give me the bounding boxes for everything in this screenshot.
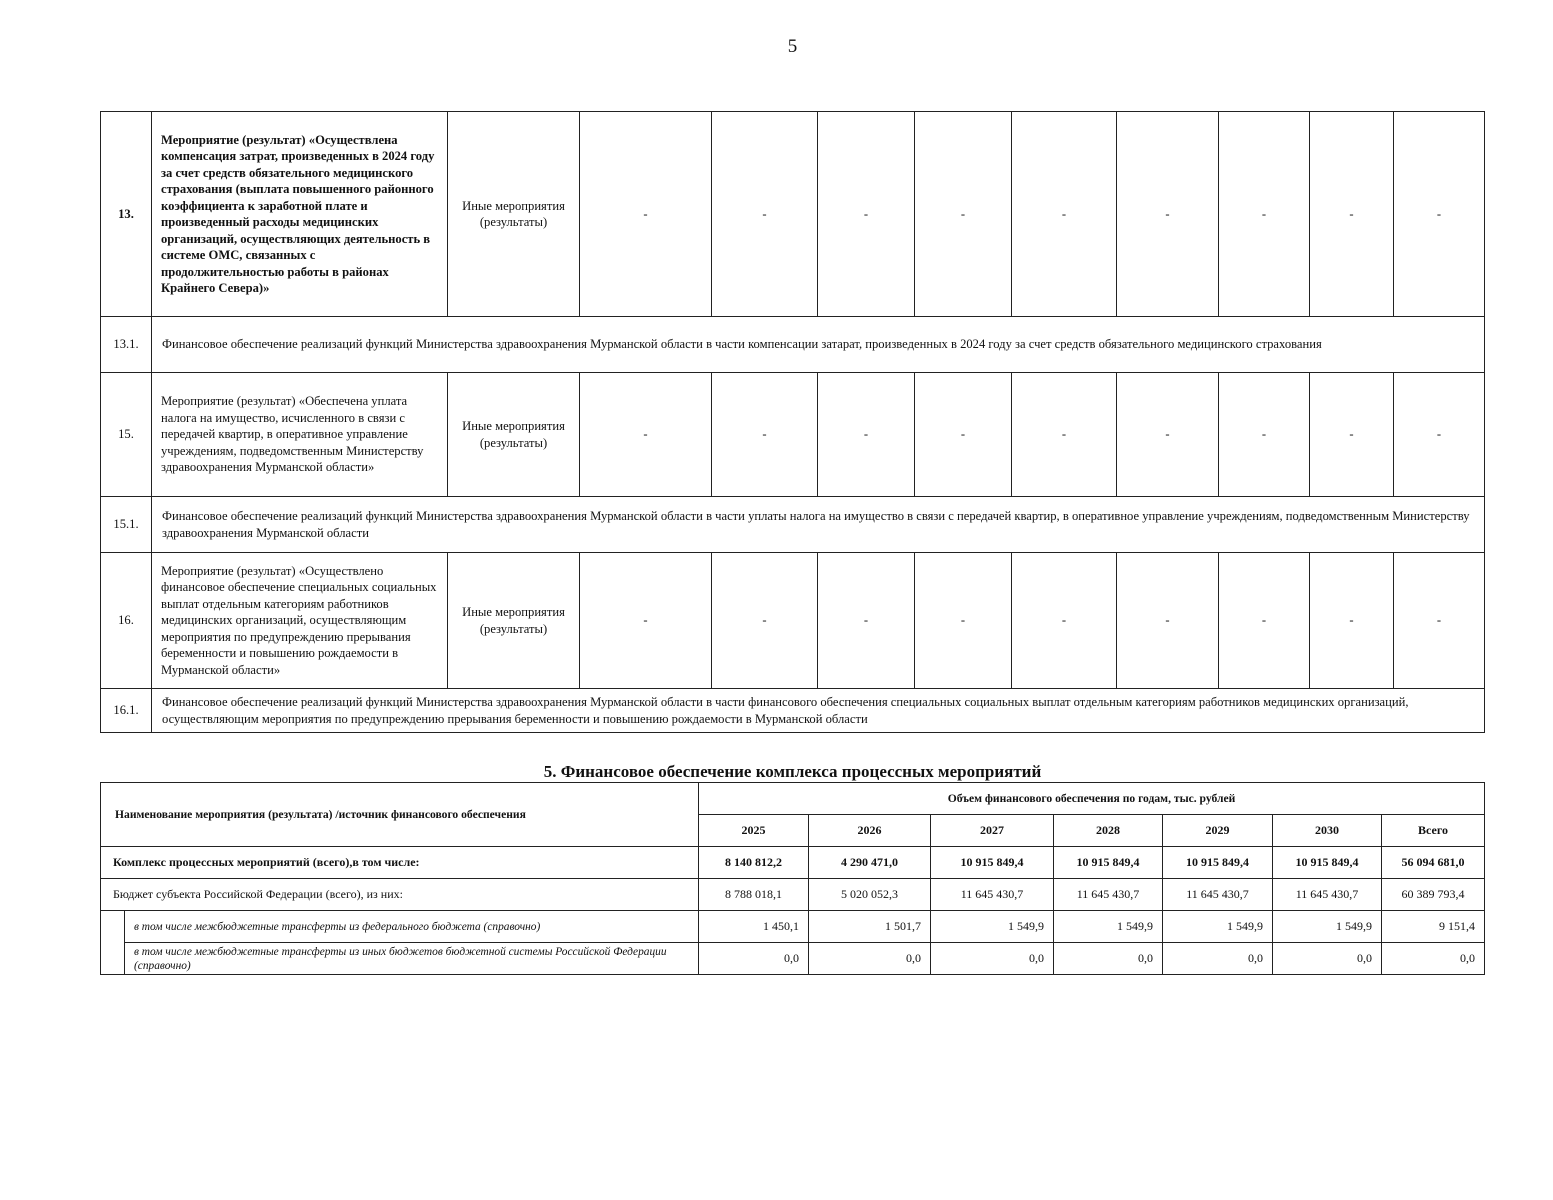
sub-measure-row [101,497,1485,553]
row-label: в том числе межбюджетные трансферты из иных бюджетов бюджетной системы Российской Федерации (справочно) [125,943,699,975]
row-value: 0,0 [931,943,1054,975]
sub-measure-number: 13.1. [101,317,152,373]
sub-measure-row [101,689,1485,733]
row-value: 1 549,9 [1163,911,1273,943]
measure-value: - [1310,373,1394,497]
sub-measure-number: 15.1. [101,497,152,553]
sub-measure-description: Финансовое обеспечение реализаций функций Министерства здравоохранения Мурманской области в части финансового обеспечения специальных социальных выплат отдельным категориям работников медицинских организаций, осуществляющим мероприятия по предупреждению прерывания беременности и повышению рождаемости в Мурманской области [152,689,1485,733]
measure-value: - [818,553,915,689]
row-value: 1 549,9 [1054,911,1163,943]
column-header-volume: Объем финансового обеспечения по годам, тыс. рублей [699,783,1485,815]
measure-value: - [1394,373,1485,497]
measure-value: - [580,373,712,497]
measure-value: - [1310,553,1394,689]
measure-value: - [1219,373,1310,497]
measure-name: Мероприятие (результат) «Осуществлено финансовое обеспечение специальных социальных выплат отдельным категориям работников медицинских организаций, осуществляющим мероприятия по предупреждению прерывания беременности и повышению рождаемости в Мурманской области» [152,553,448,689]
measure-value: - [818,373,915,497]
measure-name: Мероприятие (результат) «Осуществлена компенсация затрат, произведенных в 2024 году за счет средств обязательного медицинского страхования (выплата повышенного районного коэффициента к заработной плате и произведенный расходы медицинских организаций, осуществляющих деятельность в системе ОМС, связанных с продолжительностью работы в районах Крайнего Севера)» [152,112,448,317]
row-value: 11 645 430,7 [1273,879,1382,911]
row-value: 10 915 849,4 [931,847,1054,879]
measure-type: Иные мероприятия (результаты) [448,373,580,497]
sub-measure-description: Финансовое обеспечение реализаций функций Министерства здравоохранения Мурманской области в части компенсации затарат, произведенных в 2024 году за счет средств обязательного медицинского страхования [152,317,1485,373]
year-header: 2026 [809,815,931,847]
measure-value: - [1219,553,1310,689]
measure-row [101,553,1485,689]
row-value: 0,0 [699,943,809,975]
row-value: 1 501,7 [809,911,931,943]
measure-type: Иные мероприятия (результаты) [448,553,580,689]
sub-measure-row [101,317,1485,373]
row-value: 11 645 430,7 [931,879,1054,911]
row-value: 11 645 430,7 [1163,879,1273,911]
row-value: 11 645 430,7 [1054,879,1163,911]
row-value: 0,0 [1054,943,1163,975]
row-value: 8 788 018,1 [699,879,809,911]
measure-value: - [1310,112,1394,317]
measure-value: - [712,553,818,689]
measure-value: - [1117,112,1219,317]
measure-value: - [1394,112,1485,317]
measure-number: 16. [101,553,152,689]
measure-number: 15. [101,373,152,497]
measure-value: - [712,373,818,497]
measure-type: Иные мероприятия (результаты) [448,112,580,317]
row-value: 9 151,4 [1382,911,1485,943]
header-row [101,783,1485,815]
row-value: 0,0 [1382,943,1485,975]
row-value: 0,0 [1163,943,1273,975]
row-value: 1 450,1 [699,911,809,943]
table-row [101,911,1485,943]
row-value: 4 290 471,0 [809,847,931,879]
row-label: Комплекс процессных мероприятий (всего),в том числе: [101,847,699,879]
row-value: 1 549,9 [1273,911,1382,943]
row-value: 56 094 681,0 [1382,847,1485,879]
year-header: 2029 [1163,815,1273,847]
total-header: Всего [1382,815,1485,847]
measure-value: - [1012,553,1117,689]
measure-value: - [1219,112,1310,317]
year-header: 2030 [1273,815,1382,847]
measure-value: - [1012,373,1117,497]
row-value: 10 915 849,4 [1273,847,1382,879]
row-value: 1 549,9 [931,911,1054,943]
year-header: 2027 [931,815,1054,847]
page-number: 5 [787,36,798,57]
row-value: 8 140 812,2 [699,847,809,879]
row-label: в том числе межбюджетные трансферты из федерального бюджета (справочно) [125,911,699,943]
measure-value: - [712,112,818,317]
year-header: 2028 [1054,815,1163,847]
measures-table [100,111,1485,733]
measure-value: - [1394,553,1485,689]
row-value: 0,0 [1273,943,1382,975]
sub-measure-description: Финансовое обеспечение реализаций функций Министерства здравоохранения Мурманской области в части уплаты налога на имущество в связи с передачей квартир, в оперативное управление учреждениям, подведомственным Министерству здравоохранения Мурманской области [152,497,1485,553]
table-row [101,943,1485,975]
financing-table [100,782,1485,975]
measure-value: - [1117,373,1219,497]
measure-row [101,112,1485,317]
table-row [101,879,1485,911]
measure-value: - [580,112,712,317]
measure-value: - [915,553,1012,689]
row-value: 10 915 849,4 [1163,847,1273,879]
measure-value: - [818,112,915,317]
measure-value: - [1012,112,1117,317]
measure-value: - [915,373,1012,497]
section-title: 5. Финансовое обеспечение комплекса процессных мероприятий [543,762,1042,781]
measure-value: - [1117,553,1219,689]
measure-value: - [915,112,1012,317]
measure-number: 13. [101,112,152,317]
column-header-name: Наименование мероприятия (результата) /источник финансового обеспечения [101,783,699,847]
row-label: Бюджет субъекта Российской Федерации (всего), из них: [101,879,699,911]
measure-row [101,373,1485,497]
row-value: 0,0 [809,943,931,975]
table-row [101,847,1485,879]
row-value: 5 020 052,3 [809,879,931,911]
measure-value: - [580,553,712,689]
row-value: 60 389 793,4 [1382,879,1485,911]
year-header: 2025 [699,815,809,847]
sub-measure-number: 16.1. [101,689,152,733]
row-value: 10 915 849,4 [1054,847,1163,879]
measure-name: Мероприятие (результат) «Обеспечена уплата налога на имущество, исчисленного в связи с передачей квартир, в оперативное управление учреждениям, подведомственным Министерству здравоохранения Мурманской области» [152,373,448,497]
indent-cell [101,911,125,975]
